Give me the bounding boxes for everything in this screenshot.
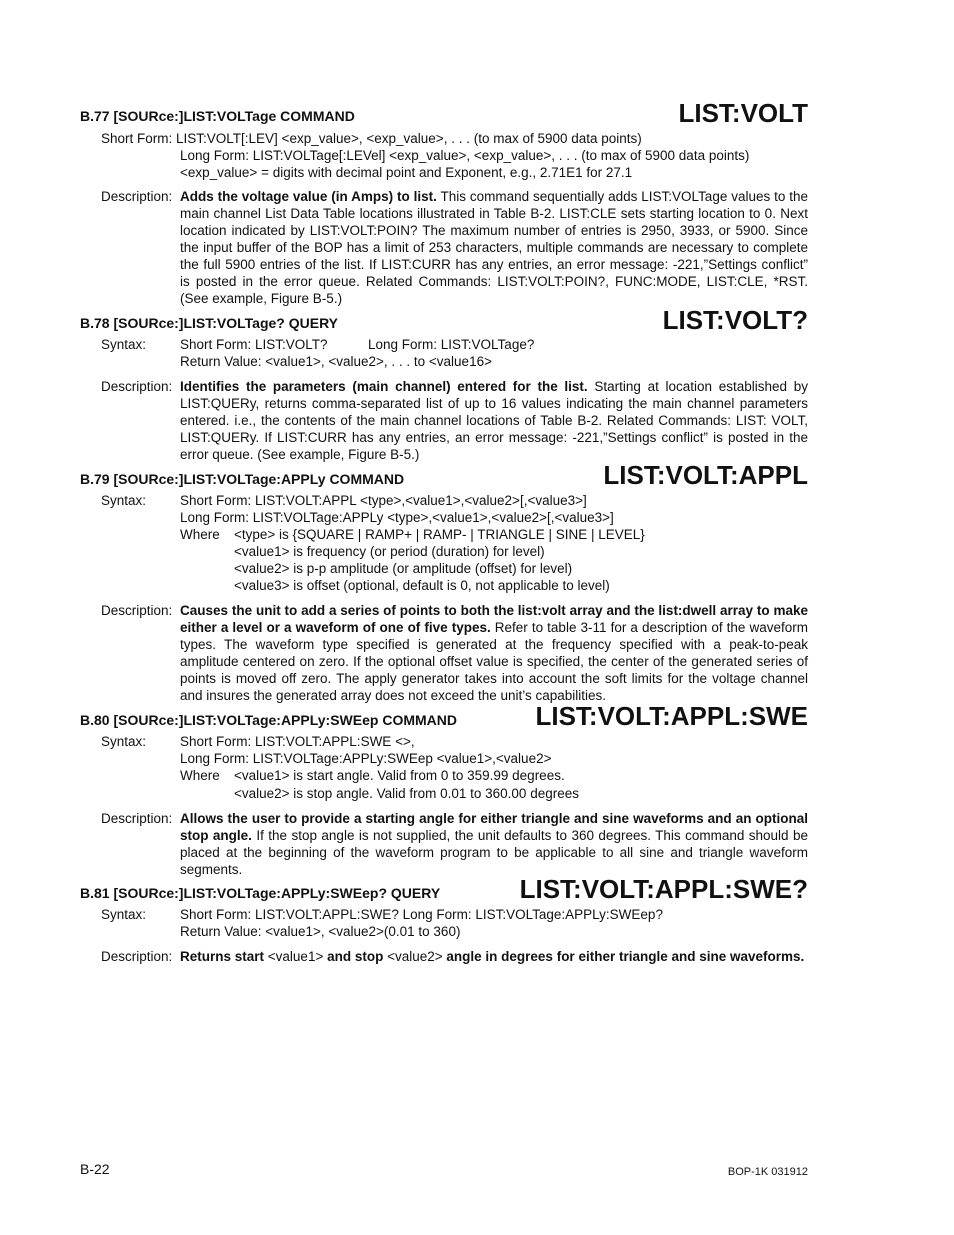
b81-description-bold-1: Returns start bbox=[180, 949, 265, 964]
b79-short-form: Short Form: LIST:VOLT:APPL <type>,<value1>,<value2>[,<value3>] bbox=[180, 493, 587, 508]
b81-description-bold-2: and stop bbox=[327, 949, 384, 964]
section-b78-header: B.78 [SOURce:]LIST:VOLTage? QUERY bbox=[80, 315, 338, 331]
b79-description bbox=[180, 602, 808, 704]
b78-syntax-label: Syntax: bbox=[101, 337, 147, 352]
b79-where-type: <type> is {SQUARE | RAMP+ | RAMP- | TRIANGLE | SINE | LEVEL} bbox=[234, 527, 645, 542]
b80-syntax-label: Syntax: bbox=[101, 734, 147, 749]
b80-description-text: If the stop angle is not supplied, the unit defaults to 360 degrees. This command should be placed at the beginning of the waveform program to be applicable to all sine and triangle waveform segments. bbox=[180, 828, 808, 877]
section-b79-header: B.79 [SOURce:]LIST:VOLTage:APPLy COMMAND bbox=[80, 471, 405, 487]
document-id: BOP-1K 031912 bbox=[727, 1166, 808, 1178]
b81-syntax-label: Syntax: bbox=[101, 907, 147, 922]
section-b81-header: B.81 [SOURce:]LIST:VOLTage:APPLy:SWEep? QUERY bbox=[80, 885, 441, 901]
b77-description-bold: Adds the voltage value (in Amps) to list. bbox=[180, 189, 437, 204]
b80-description bbox=[180, 810, 808, 878]
b80-description-label: Description: bbox=[101, 811, 173, 826]
b79-long-form: Long Form: LIST:VOLTage:APPLy <type>,<value1>,<value2>[,<value3>] bbox=[180, 510, 614, 525]
b80-where-value2: <value2> is stop angle. Valid from 0.01 to 360.00 degrees bbox=[234, 786, 579, 801]
b81-description-text-2: <value2> bbox=[383, 949, 447, 964]
section-b77-command-title: LIST:VOLT bbox=[678, 98, 808, 128]
b80-long-form: Long Form: LIST:VOLTage:APPLy:SWEep <value1>,<value2> bbox=[180, 751, 552, 766]
b79-description-text: Refer to table 3-11 for a description of the waveform types. The waveform type specified is generated at the frequency specified with a peak-to-peak amplitude centered on zero. If the optional offset value is specified, the center of the generated series of points is moved off zero. The apply generator takes into account the soft limits for the voltage channel and insures the generated array does not exceed the unit’s capabilities. bbox=[180, 620, 808, 703]
section-b78-command-title: LIST:VOLT? bbox=[662, 305, 808, 335]
b79-where-value2: <value2> is p-p amplitude (or amplitude (offset) for level) bbox=[234, 561, 573, 576]
b78-syntax-long: Long Form: LIST:VOLTage? bbox=[368, 337, 535, 352]
b77-short-form: Short Form: LIST:VOLT[:LEV] <exp_value>, <exp_value>, . . . (to max of 5900 data points) bbox=[101, 131, 642, 146]
b78-description-bold: Identifies the parameters (main channel) entered for the list. bbox=[180, 379, 588, 394]
b80-short-form: Short Form: LIST:VOLT:APPL:SWE <>, bbox=[180, 734, 415, 749]
page-number: B-22 bbox=[80, 1161, 110, 1177]
b77-exp-note: <exp_value> = digits with decimal point and Exponent, e.g., 2.71E1 for 27.1 bbox=[180, 165, 633, 180]
b77-description-label: Description: bbox=[101, 189, 173, 204]
section-b81-command-title: LIST:VOLT:APPL:SWE? bbox=[519, 874, 808, 904]
b81-return-value: Return Value: <value1>, <value2>(0.01 to 360) bbox=[180, 924, 461, 939]
b77-long-form: Long Form: LIST:VOLTage[:LEVel] <exp_value>, <exp_value>, . . . (to max of 5900 data points) bbox=[180, 148, 750, 163]
b78-description-label: Description: bbox=[101, 379, 173, 394]
b81-description-text-1: <value1> bbox=[264, 949, 328, 964]
b77-description bbox=[180, 188, 808, 307]
section-b79-command-title: LIST:VOLT:APPL bbox=[603, 460, 808, 490]
b77-description-text: This command sequentially adds LIST:VOLTage values to the main channel List Data Table locations illustrated in Table B-2. LIST:CLE sets starting location to 0. Next location indicated by LIST:VOLT:POIN? The maximum number of entries is 2950, 3933, or 5900. Since the input buffer of the BOP has a limit of 253 characters, multiple commands are necessary to complete the full 5900 entries of the list. If LIST:CURR has any entries, an error message: -221,”Settings conflict” is posted in the error queue. Related Commands: LIST:VOLT:POIN?, FUNC:MODE, LIST:CLE, *RST. (See example, Figure B-5.) bbox=[180, 189, 808, 306]
b80-where-label: Where bbox=[180, 768, 220, 783]
b78-syntax-short: Short Form: LIST:VOLT? bbox=[180, 337, 328, 352]
b81-description bbox=[180, 948, 808, 965]
section-b80-header: B.80 [SOURce:]LIST:VOLTage:APPLy:SWEep COMMAND bbox=[80, 712, 457, 728]
b79-where-value3: <value3> is offset (optional, default is 0, not applicable to level) bbox=[234, 578, 610, 593]
b81-syntax-line: Short Form: LIST:VOLT:APPL:SWE? Long Form: LIST:VOLTage:APPLy:SWEep? bbox=[180, 907, 663, 922]
section-b80-command-title: LIST:VOLT:APPL:SWE bbox=[535, 701, 808, 731]
b78-description bbox=[180, 378, 808, 463]
b79-description-label: Description: bbox=[101, 603, 173, 618]
b78-return-value: Return Value: <value1>, <value2>, . . . to <value16> bbox=[180, 354, 492, 369]
b81-description-bold-3: angle in degrees for either triangle and sine waveforms. bbox=[446, 949, 805, 964]
section-b77-header: B.77 [SOURce:]LIST:VOLTage COMMAND bbox=[80, 108, 355, 124]
b79-where-value1: <value1> is frequency (or period (duration) for level) bbox=[234, 544, 545, 559]
b80-where-value1: <value1> is start angle. Valid from 0 to 359.99 degrees. bbox=[234, 768, 565, 783]
b79-syntax-label: Syntax: bbox=[101, 493, 147, 508]
b78-description-text: Starting at location established by LIST:QUERy, returns comma-separated list of up to 16 values indicating the main channel parameters entered. i.e., the contents of the main channel locations of Table B-2. Related Commands: LIST: VOLT, LIST:QUERy. If LIST:CURR has any entries, an error message: -221,”Settings conflict” is posted in the error queue. (See example, Figure B-5.) bbox=[180, 379, 809, 462]
b79-description-bold: Causes the unit to add a series of points to both the list:volt array and the list:dwell array to make either a level or a waveform of one of five types. bbox=[180, 603, 808, 635]
b79-where-label: Where bbox=[180, 527, 220, 542]
b81-description-label: Description: bbox=[101, 949, 173, 964]
b80-description-bold: Allows the user to provide a starting angle for either triangle and sine waveforms and an optional stop angle. bbox=[180, 811, 808, 843]
